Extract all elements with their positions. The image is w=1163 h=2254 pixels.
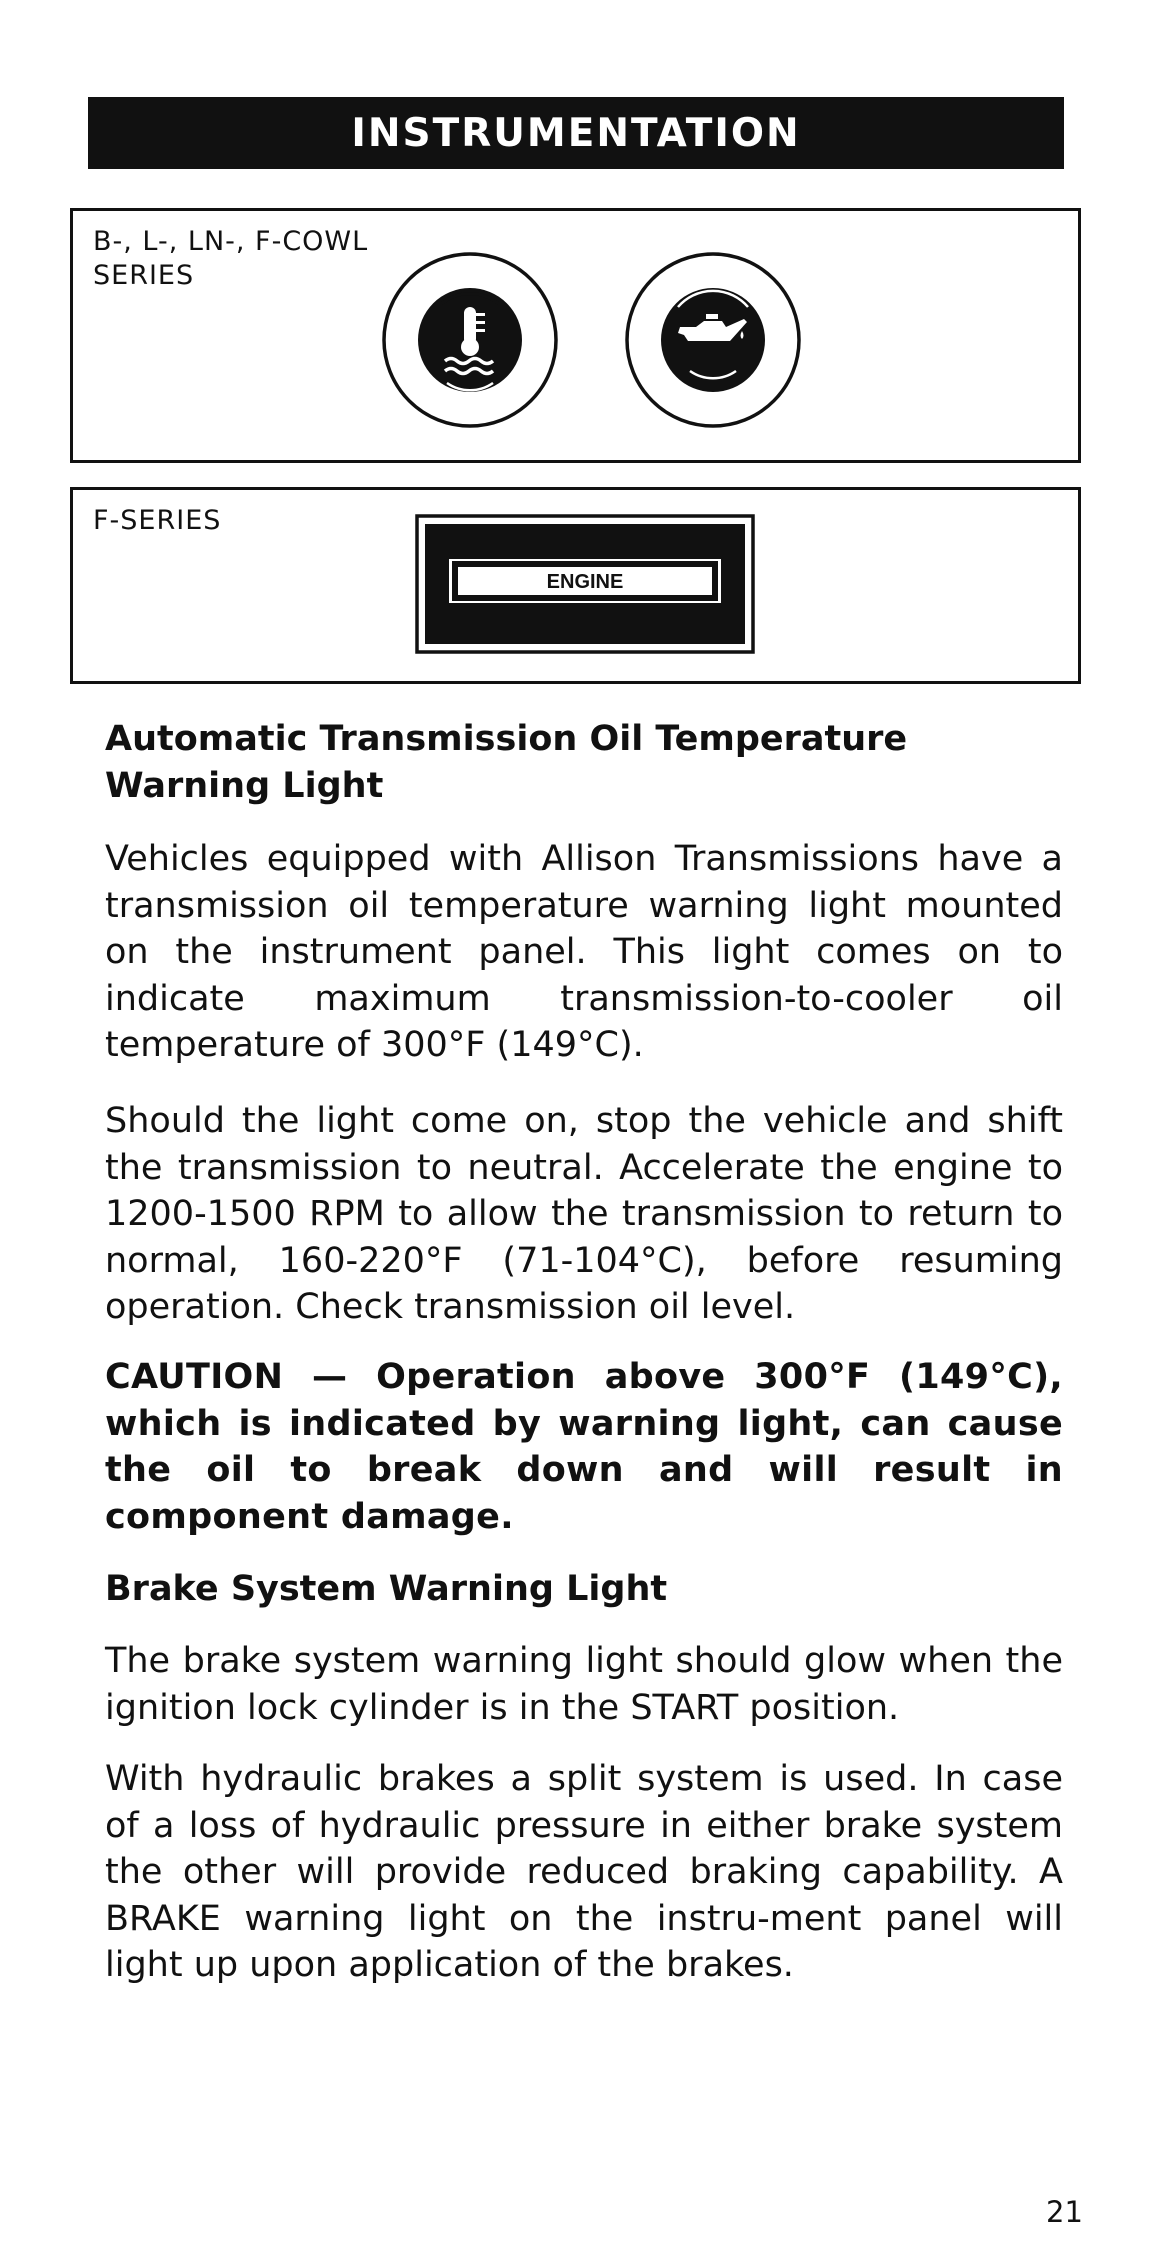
transmission-paragraph-1: Vehicles equipped with Allison Transmissions have a transmission oil temperature warning light mounted on the instrument panel. This light comes on to indicate maximum transmission-to-cooler oil temperature of 300°F (149°C). [105,839,1063,1065]
cowl-series-panel [70,208,1081,463]
transmission-heading [105,716,1063,810]
brake-paragraph-1: The brake system warning light should glow when the ignition lock cylinder is in the START position. [105,1641,1063,1728]
cowl-series-label-line1: B-, L-, LN-, F-COWL [93,226,369,257]
brake-heading: Brake System Warning Light [105,1569,668,1609]
f-series-panel [70,487,1081,684]
engine-warning-light [415,514,755,654]
oil-pressure-icon [618,245,808,435]
coolant-temperature-icon [375,245,565,435]
caution-notice: CAUTION — Operation above 300°F (149°C), which is indicated by warning light, can cause the oil to break down and will result in component damage. [105,1357,1063,1537]
brake-paragraph-2: With hydraulic brakes a split system is used. In case of a loss of hydraulic pressure in either brake system the other will provide reduced braking capability. A BRAKE warning light on the instru-ment panel will light up upon application of the brakes. [105,1759,1063,1985]
header-bar [88,97,1064,169]
transmission-heading-line1: Automatic Transmission Oil Temperature [105,719,908,759]
cowl-series-label-line2: SERIES [93,260,195,291]
transmission-heading-line2: Warning Light [105,766,384,806]
page-number: 21 [1046,2195,1083,2229]
transmission-paragraph-2: Should the light come on, stop the vehicle and shift the transmission to neutral. Accelerate the engine to 1200-1500 RPM to allow the transmission to return to normal, 160-220°F (71-104°C), before resuming operation. Check transmission oil level. [105,1101,1063,1327]
engine-label: ENGINE [546,571,624,593]
page-title: INSTRUMENTATION [351,110,801,156]
f-series-label: F-SERIES [93,505,222,536]
